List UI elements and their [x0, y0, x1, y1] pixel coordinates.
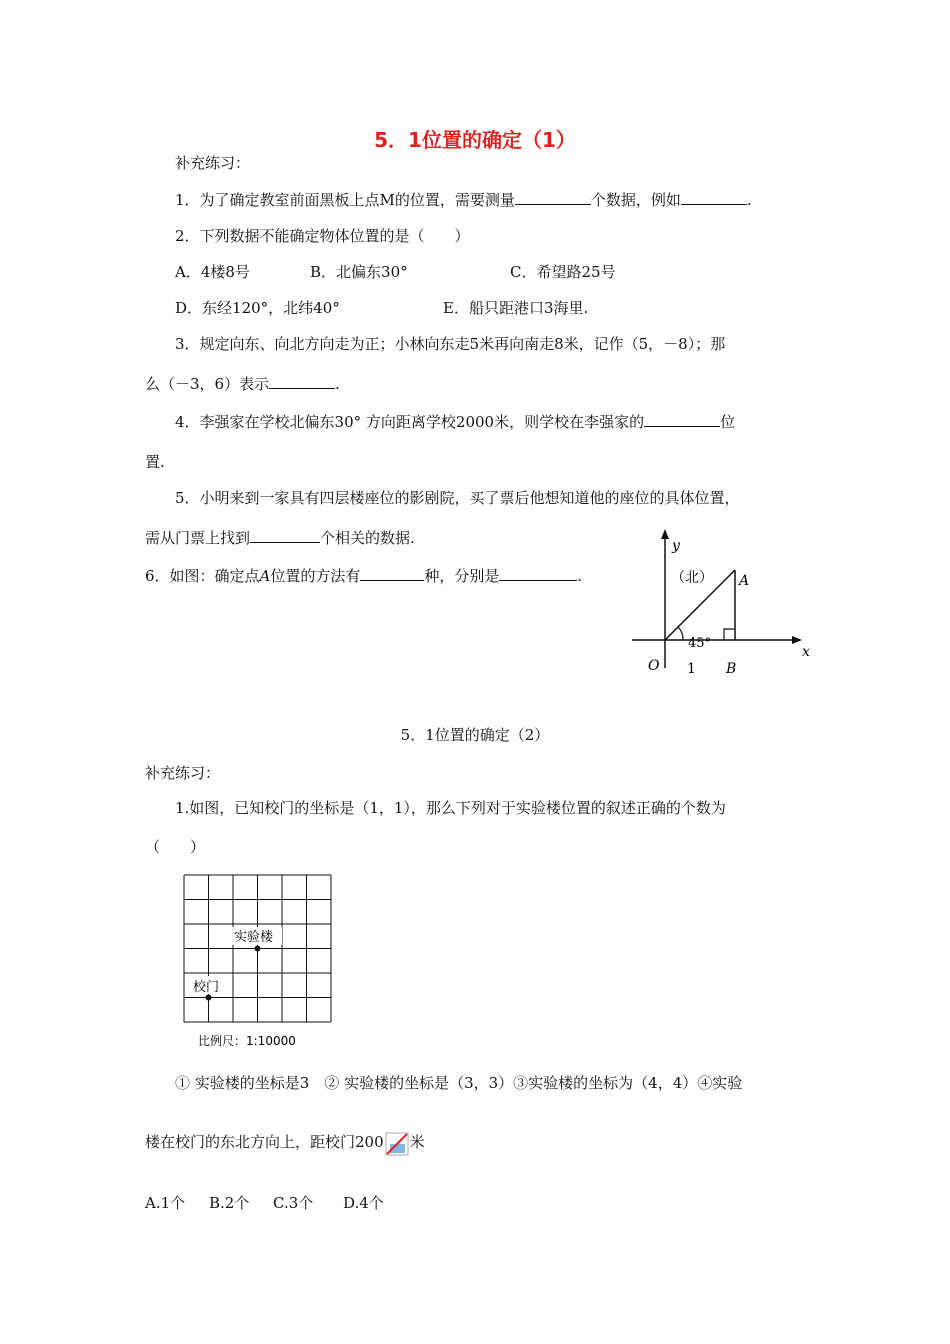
q6-middle: 位置的方法有	[270, 567, 361, 585]
section2-heading: 补充练习：	[145, 764, 221, 782]
gate-point	[206, 995, 212, 1001]
point-a-label: A	[739, 573, 750, 589]
answer-blank	[681, 190, 747, 205]
point-b-label: B	[726, 661, 737, 677]
q6-suffix: .	[577, 567, 583, 585]
q6-prefix: 6．如图：确定点	[145, 567, 260, 585]
scale-label: 比例尺：1:10000	[198, 1034, 296, 1048]
campus-grid	[180, 872, 340, 1052]
q6	[145, 565, 582, 586]
lab-point	[255, 946, 261, 952]
q4-prefix: 4．李强家在学校北偏东30° 方向距离学校2000米，则学校在李强家的	[175, 413, 645, 431]
answer-choices	[145, 1192, 384, 1213]
option-d: D．东经120°，北纬40°	[175, 299, 340, 317]
q5-line2-suffix: 个相关的数据.	[320, 529, 415, 547]
answer-blank	[499, 566, 577, 581]
q1-middle: 个数据，例如	[590, 191, 681, 209]
question-2: 2．下列数据不能确定物体位置的是（ ）	[175, 227, 470, 245]
choice-c: C.3个	[273, 1194, 314, 1212]
lab-label: 实验楼	[234, 930, 274, 945]
answer-blank	[515, 190, 591, 205]
q4-line2: 置.	[145, 453, 165, 471]
answer-blank	[269, 374, 335, 389]
q2-options-row2	[175, 297, 588, 318]
option-a: A．4楼8号	[175, 263, 250, 281]
y-axis-arrow-icon	[661, 529, 669, 539]
north-label: （北）	[671, 570, 713, 586]
angle-arc	[678, 627, 683, 640]
question-1	[175, 189, 752, 210]
q3-line2-suffix: .	[335, 375, 340, 393]
q3-line1: 3．规定向东、向北方向走为正；小林向东走5米再向南走8米，记作（5，－8）；那	[175, 335, 726, 353]
x-axis-arrow-icon	[792, 636, 802, 644]
q3-line2-prefix: 么（－3，6）表示	[145, 375, 270, 393]
q5-line2-prefix: 需从门票上找到	[145, 529, 251, 547]
answer-blank	[360, 566, 424, 581]
q3-line2	[145, 373, 340, 394]
choice-a: A.1个	[145, 1194, 186, 1212]
section1-heading: 补充练习：	[175, 154, 251, 172]
statements-line2-suffix: 米	[409, 1133, 425, 1151]
s2-q1-line1: 1.如图，已知校门的坐标是（1，1），那么下列对于实验楼位置的叙述正确的个数为	[175, 799, 726, 817]
option-e: E．船只距港口3海里.	[443, 299, 589, 317]
answer-blank	[644, 412, 720, 427]
choice-b: B.2个	[209, 1194, 250, 1212]
option-c: C．希望路25号	[510, 263, 616, 281]
x-label: x	[802, 644, 810, 660]
q4-suffix: 位	[720, 413, 736, 431]
origin-label: O	[648, 658, 660, 674]
s2-q1-line2: （ ）	[145, 838, 206, 856]
statements-line2-prefix: 楼在校门的东北方向上，距校门200	[145, 1133, 384, 1151]
q6-point: A	[259, 567, 271, 585]
broken-image-icon	[384, 1131, 410, 1157]
q6-middle2: 种，分别是	[424, 567, 500, 585]
section2-title: 5．1位置的确定（2）	[400, 726, 550, 744]
coordinate-figure	[620, 525, 830, 685]
gate-label: 校门	[193, 980, 220, 995]
right-angle-mark	[724, 629, 735, 640]
q1-prefix: 1．为了确定教室前面黑板上点M的位置，需要测量	[175, 191, 515, 209]
q4-line1	[175, 411, 735, 432]
choice-d: D.4个	[343, 1194, 384, 1212]
statements-line2	[145, 1131, 425, 1157]
statements-line1: ① 实验楼的坐标是3 ② 实验楼的坐标是（3，3）③实验楼的坐标为（4，4）④实验	[175, 1074, 743, 1092]
y-label: y	[672, 538, 680, 554]
q1-suffix: .	[746, 191, 752, 209]
unit-label: 1	[687, 661, 696, 677]
option-b: B．北偏东30°	[310, 263, 408, 281]
angle-label: 45°	[688, 636, 712, 651]
section1-title: 5．1位置的确定（1）	[374, 128, 576, 152]
answer-blank	[250, 528, 320, 543]
q5-line1: 5．小明来到一家具有四层楼座位的影剧院，买了票后他想知道他的座位的具体位置，	[175, 489, 740, 507]
q2-options-row1	[175, 261, 616, 282]
q5-line2	[145, 527, 415, 548]
